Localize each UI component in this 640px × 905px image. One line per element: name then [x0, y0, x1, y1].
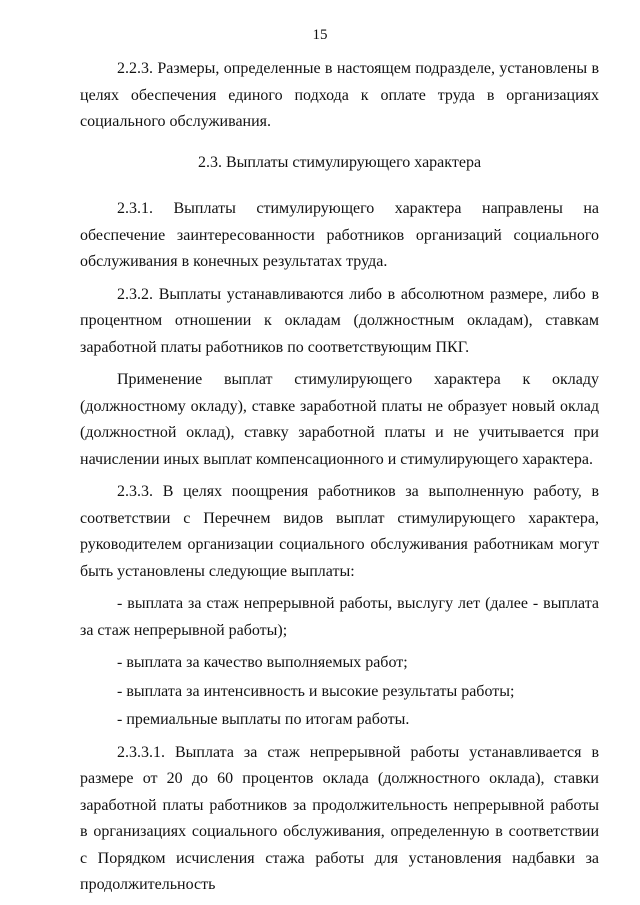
- paragraph-2-3-3-1: 2.3.3.1. Выплата за стаж непрерывной работы устанавливается в размере от 20 до 60 процентов оклада (должностного оклада), ставки заработной платы работников за продолжительность непрерывной работы в организациях социального обслуживания, определенную в соответствии с Порядком исчисления стажа работы для установления надбавки за продолжительность: [80, 743, 599, 893]
- paragraph-2-3-2: 2.3.2. Выплаты устанавливаются либо в абсолютном размере, либо в процентном отношении к окладам (должностным окладам), ставкам заработной платы работников по соответствующим ПКГ.: [80, 285, 599, 356]
- page-number: 15: [312, 27, 328, 43]
- list-item-seniority: - выплата за стаж непрерывной работы, выслугу лет (далее - выплата за стаж непрерывной работы);: [80, 595, 599, 639]
- paragraph-2-3-1: 2.3.1. Выплаты стимулирующего характера направлены на обеспечение заинтересованности работников организаций социального обслуживания в конечных результатах труда.: [80, 200, 599, 270]
- list-item-bonus: - премиальные выплаты по итогам работы.: [117, 711, 410, 728]
- list-item-quality: - выплата за качество выполняемых работ;: [117, 654, 408, 671]
- section-heading-2-3: 2.3. Выплаты стимулирующего характера: [197, 153, 482, 171]
- paragraph-2-3-3: 2.3.3. В целях поощрения работников за выполненную работу, в соответствии с Перечнем видов выплат стимулирующего характера, руководителем организации социального обслуживания работникам могут быть установлены следующие выплаты:: [80, 483, 599, 580]
- list-item-intensity: - выплата за интенсивность и высокие результаты работы;: [117, 682, 515, 700]
- paragraph-application: Применение выплат стимулирующего характера к окладу (должностному окладу), ставке заработной платы не образует новый оклад (должностной оклад), ставку заработной платы и не учитывается при начислении иных выплат компенсационного и стимулирующего характера.: [80, 371, 599, 468]
- document-body: [80, 56, 599, 905]
- paragraph-2-2-3: 2.2.3. Размеры, определенные в настоящем подразделе, установлены в целях обеспечения единого подхода к оплате труда в организациях социального обслуживания.: [80, 60, 599, 130]
